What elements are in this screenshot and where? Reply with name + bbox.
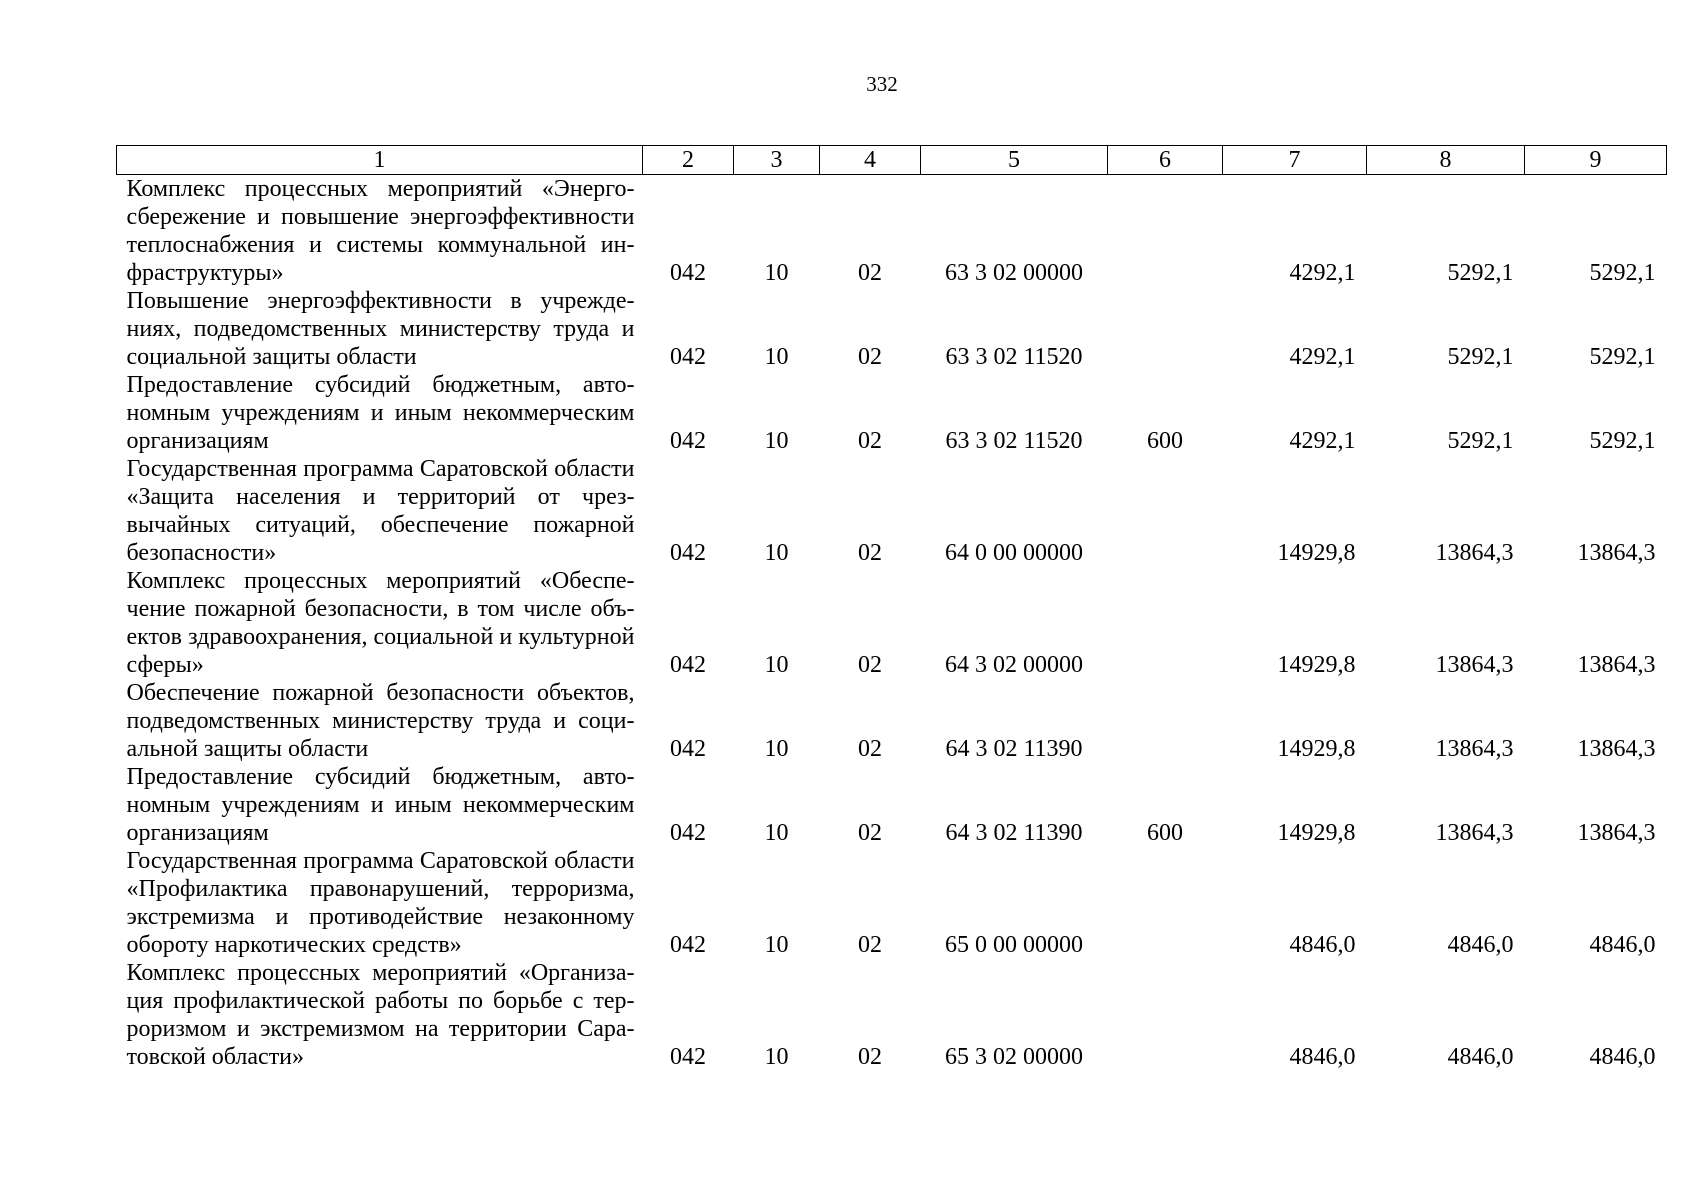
amount-year1-cell: 14929,8 (1277, 820, 1356, 846)
section-code-cell: 10 (764, 260, 789, 286)
target-article-cell: 65 3 02 00000 (945, 1044, 1083, 1070)
amount-year2-cell: 13864,3 (1435, 540, 1514, 566)
ministry-code-cell: 042 (670, 736, 706, 762)
amount-year3-cell: 13864,3 (1577, 652, 1656, 678)
amount-year1-cell: 4846,0 (1289, 1044, 1356, 1070)
amount-year1-cell: 4292,1 (1289, 344, 1356, 370)
expense-type-cell: 600 (1147, 428, 1183, 454)
table-row (117, 567, 1667, 679)
row-name-cell: Государственная программа Саратовской области «Профилактика правонарушений, терроризма, экстремизма и противодействие незаконному обороту наркотических средств» (126, 848, 635, 958)
target-article-cell: 64 3 02 11390 (945, 820, 1083, 846)
expense-type-cell (1108, 287, 1223, 371)
amount-year2-cell: 4846,0 (1447, 1044, 1514, 1070)
column-header-9: 9 (1525, 146, 1667, 175)
column-header-6: 6 (1108, 146, 1223, 175)
section-code-cell: 10 (764, 540, 789, 566)
table-row (117, 287, 1667, 371)
section-code-cell: 10 (764, 652, 789, 678)
ministry-code-cell: 042 (670, 428, 706, 454)
ministry-code-cell: 042 (670, 932, 706, 958)
subsection-code-cell: 02 (858, 736, 882, 762)
table-header (117, 146, 1667, 175)
table-body (117, 175, 1667, 1072)
column-header-2: 2 (643, 146, 734, 175)
ministry-code-cell: 042 (670, 260, 706, 286)
table-row (117, 763, 1667, 847)
expense-type-cell (1108, 847, 1223, 959)
ministry-code-cell: 042 (670, 1044, 706, 1070)
amount-year1-cell: 4292,1 (1289, 428, 1356, 454)
ministry-code-cell: 042 (670, 540, 706, 566)
row-name-cell: Обеспечение пожарной безопасности объектов, подведомственных министерству труда и социальной защиты области (126, 680, 635, 762)
row-name-cell: Предоставление субсидий бюджетным, автономным учреждениям и иным некоммерческим организациям (126, 764, 635, 846)
expense-type-cell (1108, 679, 1223, 763)
table-row (117, 455, 1667, 567)
column-header-5: 5 (921, 146, 1108, 175)
amount-year3-cell: 13864,3 (1577, 736, 1656, 762)
amount-year2-cell: 4846,0 (1447, 932, 1514, 958)
column-header-1: 1 (117, 146, 643, 175)
row-name-cell: Комплекс процессных мероприятий «Организация профилактической работы по борьбе с терроризмом и экстремизмом на территории Саратовской области» (126, 960, 635, 1070)
expense-type-cell (1108, 567, 1223, 679)
column-header-8: 8 (1367, 146, 1525, 175)
row-name-cell: Предоставление субсидий бюджетным, автономным учреждениям и иным некоммерческим организациям (126, 372, 635, 454)
row-name-cell: Комплекс процессных мероприятий «Обеспечение пожарной безопасности, в том числе объектов здравоохранения, социальной и культурной сферы» (126, 568, 635, 678)
target-article-cell: 64 3 02 00000 (945, 652, 1083, 678)
section-code-cell: 10 (764, 736, 789, 762)
table-row (117, 847, 1667, 959)
section-code-cell: 10 (764, 1044, 789, 1070)
amount-year2-cell: 13864,3 (1435, 736, 1514, 762)
row-name-cell: Комплекс процессных мероприятий «Энергосбережение и повышение энергоэффективности теплоснабжения и системы коммунальной инфраструктуры» (126, 176, 635, 286)
section-code-cell: 10 (764, 820, 789, 846)
amount-year3-cell: 13864,3 (1577, 820, 1656, 846)
amount-year2-cell: 13864,3 (1435, 652, 1514, 678)
ministry-code-cell: 042 (670, 344, 706, 370)
amount-year1-cell: 4292,1 (1289, 260, 1356, 286)
ministry-code-cell: 042 (670, 652, 706, 678)
ministry-code-cell: 042 (670, 820, 706, 846)
target-article-cell: 63 3 02 11520 (945, 428, 1083, 454)
amount-year1-cell: 4846,0 (1289, 932, 1356, 958)
amount-year2-cell: 13864,3 (1435, 820, 1514, 846)
target-article-cell: 63 3 02 00000 (945, 260, 1083, 286)
amount-year3-cell: 5292,1 (1589, 260, 1656, 286)
table-row (117, 175, 1667, 288)
section-code-cell: 10 (764, 344, 789, 370)
subsection-code-cell: 02 (858, 1044, 882, 1070)
target-article-cell: 64 0 00 00000 (945, 540, 1083, 566)
row-name-cell: Государственная программа Саратовской области «Защита населения и территорий от чрезвычайных ситуаций, обеспечение пожарной безопасности» (126, 456, 635, 566)
column-header-3: 3 (734, 146, 820, 175)
column-header-4: 4 (820, 146, 921, 175)
target-article-cell: 63 3 02 11520 (945, 344, 1083, 370)
expense-type-cell (1108, 175, 1223, 288)
subsection-code-cell: 02 (858, 652, 882, 678)
amount-year3-cell: 4846,0 (1589, 932, 1656, 958)
column-header-7: 7 (1223, 146, 1367, 175)
amount-year2-cell: 5292,1 (1447, 344, 1514, 370)
amount-year3-cell: 4846,0 (1589, 1044, 1656, 1070)
expense-type-cell: 600 (1147, 820, 1183, 846)
subsection-code-cell: 02 (858, 932, 882, 958)
subsection-code-cell: 02 (858, 820, 882, 846)
budget-table (116, 145, 1667, 1071)
subsection-code-cell: 02 (858, 428, 882, 454)
amount-year3-cell: 5292,1 (1589, 428, 1656, 454)
amount-year1-cell: 14929,8 (1277, 540, 1356, 566)
table-row (117, 959, 1667, 1071)
amount-year2-cell: 5292,1 (1447, 428, 1514, 454)
header-row (117, 146, 1667, 175)
target-article-cell: 64 3 02 11390 (945, 736, 1083, 762)
amount-year1-cell: 14929,8 (1277, 652, 1356, 678)
amount-year3-cell: 13864,3 (1577, 540, 1656, 566)
table-row (117, 371, 1667, 455)
subsection-code-cell: 02 (858, 260, 882, 286)
subsection-code-cell: 02 (858, 344, 882, 370)
expense-type-cell (1108, 959, 1223, 1071)
expense-type-cell (1108, 455, 1223, 567)
amount-year3-cell: 5292,1 (1589, 344, 1656, 370)
section-code-cell: 10 (764, 428, 789, 454)
amount-year2-cell: 5292,1 (1447, 260, 1514, 286)
section-code-cell: 10 (764, 932, 789, 958)
page-number: 332 (866, 72, 898, 96)
row-name-cell: Повышение энергоэффективности в учреждениях, подведомственных министерству труда и социальной защиты области (126, 288, 635, 370)
target-article-cell: 65 0 00 00000 (945, 932, 1083, 958)
table-row (117, 679, 1667, 763)
amount-year1-cell: 14929,8 (1277, 736, 1356, 762)
subsection-code-cell: 02 (858, 540, 882, 566)
